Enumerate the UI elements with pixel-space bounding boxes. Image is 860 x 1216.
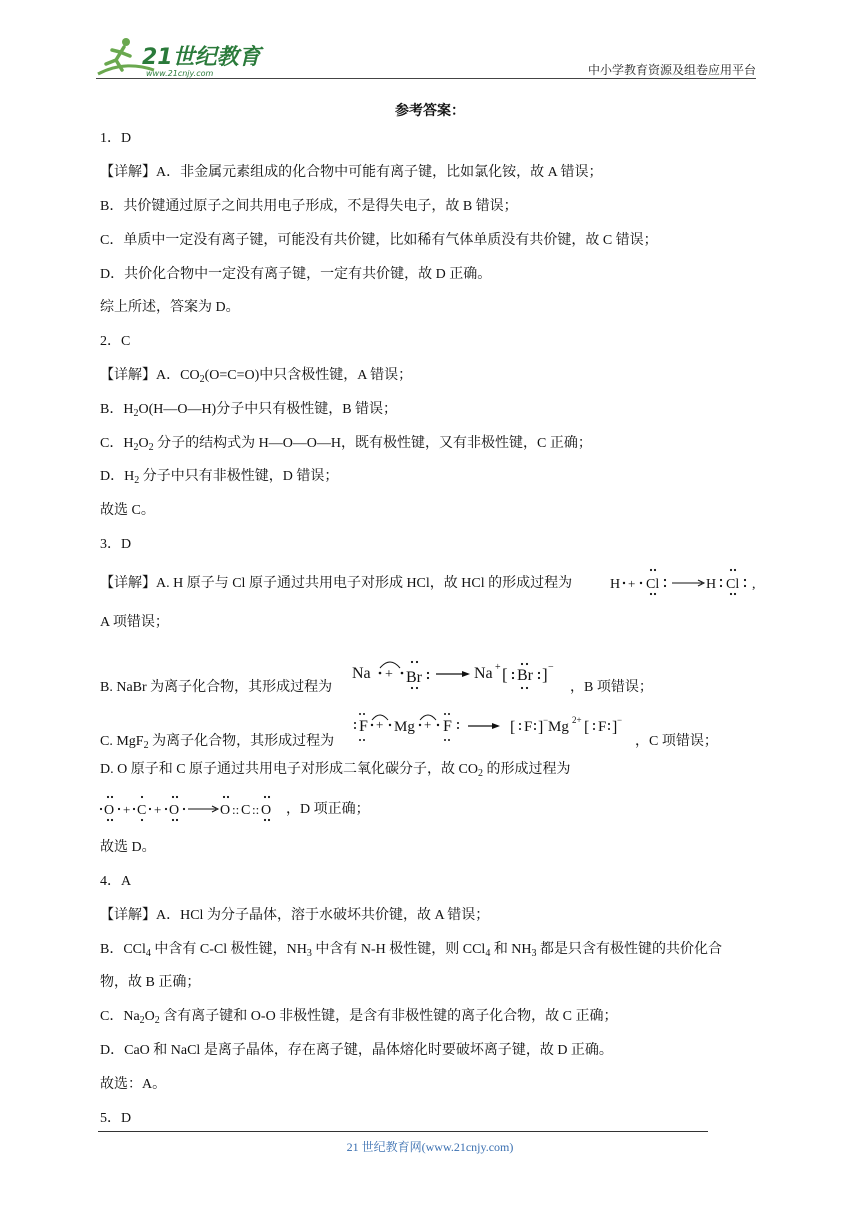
subscript: 2 <box>139 1015 145 1026</box>
text: 【详解】A．CO <box>100 368 200 383</box>
q1-line-1: 【详解】A．非金属元素组成的化合物中可能有离子键，比如氯化铵，故 A 错误； <box>100 165 603 180</box>
text: 含有离子键和 O-O 非极性键，是含有非极性键的离子化合物，故 C 正确； <box>159 1009 618 1024</box>
atom-cl: Cl <box>726 577 740 592</box>
atom-cl: Cl <box>646 577 660 592</box>
logo-text: 21世纪教育 <box>142 45 261 70</box>
text: 为离子化合物，其形成过程为 <box>148 734 335 749</box>
atom-f: F <box>359 718 368 735</box>
q3-answer: 3．D <box>100 537 132 552</box>
product-c: C <box>241 803 251 818</box>
header-divider <box>96 78 756 79</box>
ion-na: Na <box>474 665 493 682</box>
q1-answer: 1．D <box>100 131 132 146</box>
atom-h: H <box>706 577 717 592</box>
subscript: 3 <box>531 948 537 959</box>
text: C．Na <box>100 1009 140 1024</box>
svg-text:]: ] <box>538 719 544 736</box>
text: O(H—O—H)分子中只有极性键，B 错误； <box>138 402 398 417</box>
q5-answer: 5．D <box>100 1111 132 1126</box>
co2-formation-formula <box>98 792 288 826</box>
q4-line-2-cont: 物，故 B 正确； <box>100 975 201 990</box>
subscript: 2 <box>199 374 205 385</box>
subscript: 2 <box>148 442 154 453</box>
product-o: O <box>261 803 272 818</box>
q2-answer: 2．C <box>100 334 131 349</box>
q2-line-4 <box>100 467 338 487</box>
charge-2plus: 2+ <box>572 715 582 725</box>
subscript: 4 <box>145 948 151 959</box>
svg-text:+: + <box>424 717 432 732</box>
text: D. O 原子和 C 原子通过共用电子对形成二氧化碳分子，故 CO <box>100 762 479 777</box>
svg-text:+: + <box>628 576 636 591</box>
text: B．H <box>100 402 134 417</box>
atom-mg: Mg <box>394 719 415 735</box>
header-platform-text: 中小学教育资源及组卷应用平台 <box>587 63 756 77</box>
q2-line-1 <box>100 366 412 386</box>
page-title: 参考答案： <box>395 103 465 119</box>
ion-f: F <box>524 719 533 735</box>
logo-runner-icon <box>94 34 264 80</box>
svg-text:::: :: <box>252 802 260 817</box>
text: D．H <box>100 469 135 484</box>
subscript: 2 <box>134 475 140 486</box>
atom-br: Br <box>406 669 422 686</box>
q4-line-1: 【详解】A．HCl 为分子晶体，溶于水破坏共价键，故 A 错误； <box>100 908 490 923</box>
svg-text:+: + <box>154 802 162 817</box>
q4-line-3 <box>100 1007 618 1027</box>
subscript: 2 <box>133 408 139 419</box>
q1-line-4: D．共价化合物中一定没有离子键，一定有共价键，故 D 正确。 <box>100 267 492 282</box>
q3-line-b: B. NaBr 为离子化合物，其形成过程为 <box>100 680 333 695</box>
text: 分子中只有非极性键，D 错误； <box>139 469 339 484</box>
svg-text:,: , <box>752 577 756 592</box>
atom-c: C <box>137 803 147 818</box>
atom-o: O <box>169 803 180 818</box>
atom-o: O <box>104 803 115 818</box>
hcl-formation-formula <box>608 566 768 600</box>
q3-line-d <box>100 760 571 780</box>
charge-plus: + <box>495 662 501 673</box>
mgf2-formation-formula <box>350 706 650 748</box>
nabr-formation-formula <box>350 652 570 694</box>
q1-line-3: C．单质中一定没有离子键，可能没有共价键，比如稀有气体单质没有共价键，故 C 错误； <box>100 233 658 248</box>
text: (O=C=O)中只含极性键，A 错误； <box>204 368 413 383</box>
charge-minus: − <box>543 715 549 725</box>
text: C．H <box>100 436 134 451</box>
q2-line-2 <box>100 400 397 420</box>
text: 的形成过程为 <box>483 762 571 777</box>
subscript: 2 <box>154 1015 160 1026</box>
q4-answer: 4．A <box>100 874 132 889</box>
text: C. MgF <box>100 734 144 749</box>
q2-conclusion: 故选 C。 <box>100 503 155 518</box>
q4-line-2 <box>100 940 722 960</box>
footer-link[interactable]: 21 世纪教育网(www.21cnjy.com) <box>346 1140 514 1154</box>
ion-mg: Mg <box>548 719 569 735</box>
q3-line-a-cont: A 项错误； <box>100 615 169 630</box>
svg-text:+: + <box>123 802 131 817</box>
site-logo <box>94 34 264 80</box>
subscript: 3 <box>306 948 312 959</box>
q3-line-a: 【详解】A. H 原子与 Cl 原子通过共用电子对形成 HCl，故 HCl 的形成过程为 <box>100 576 573 591</box>
q1-line-2: B．共价键通过原子之间共用电子形成，不是得失电子，故 B 错误； <box>100 199 518 214</box>
text: O <box>138 436 149 451</box>
q2-line-3 <box>100 434 592 454</box>
text: 中含有 N-H 极性键，则 CCl <box>311 942 486 957</box>
svg-text:+: + <box>376 717 384 732</box>
text: 和 NH <box>490 942 532 957</box>
text: 中含有 C-Cl 极性键，NH <box>150 942 307 957</box>
footer-divider <box>98 1131 708 1132</box>
text: 分子的结构式为 H—O—O—H，既有极性键，又有非极性键，C 正确； <box>153 436 592 451</box>
svg-text:[: [ <box>502 665 508 684</box>
q1-summary: 综上所述，答案为 D。 <box>100 300 240 315</box>
q4-conclusion: 故选：A。 <box>100 1077 167 1092</box>
atom-h: H <box>610 577 621 592</box>
text: 都是只含有极性键的共价化合 <box>536 942 723 957</box>
q4-line-4: D．CaO 和 NaCl 是离子晶体，存在离子键，晶体熔化时要破坏离子键，故 D 正确。 <box>100 1043 613 1058</box>
ion-f: F <box>598 719 607 735</box>
q3-line-c-end: ，C 项错误； <box>635 734 718 749</box>
svg-text:]: ] <box>542 665 548 684</box>
charge-minus: − <box>548 662 554 673</box>
product-o: O <box>220 803 231 818</box>
svg-text:[: [ <box>510 719 516 736</box>
q3-line-c <box>100 732 334 752</box>
subscript: 2 <box>143 740 149 751</box>
q3-line-d-end: ，D 项正确； <box>286 802 370 817</box>
subscript: 2 <box>133 442 139 453</box>
atom-na: Na <box>352 665 371 682</box>
svg-text:]: ] <box>612 719 618 736</box>
q3-line-b-end: ，B 项错误； <box>570 680 653 695</box>
logo-url: www.21cnjy.com <box>146 69 214 78</box>
svg-text:::: :: <box>232 802 240 817</box>
q3-conclusion: 故选 D。 <box>100 840 156 855</box>
text: B．CCl <box>100 942 146 957</box>
ion-br: Br <box>517 667 533 684</box>
svg-text:+: + <box>385 667 393 682</box>
text: O <box>144 1009 155 1024</box>
svg-text:[: [ <box>584 719 590 736</box>
subscript: 2 <box>478 768 484 779</box>
atom-f: F <box>443 718 452 735</box>
subscript: 4 <box>485 948 491 959</box>
charge-minus: − <box>617 715 623 725</box>
